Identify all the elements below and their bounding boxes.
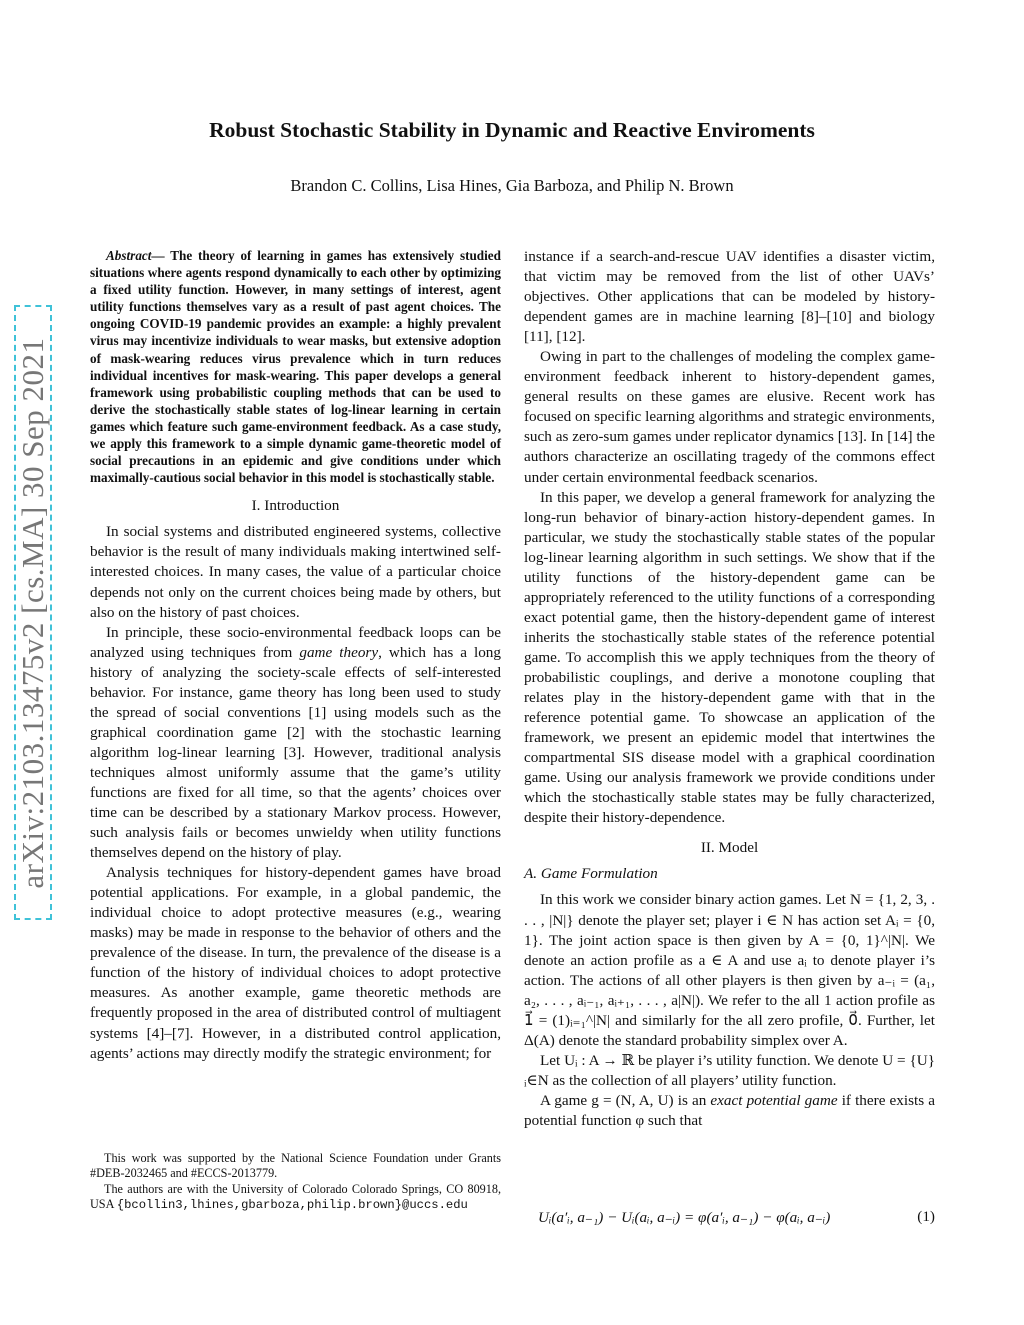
model-paragraph-2: Let Uᵢ : A → ℝ be player i’s utility function. We denote U = {U}ᵢ∈N as the collection of all players’ utility function. [524,1051,935,1089]
abstract-label: Abstract [106,248,152,263]
model-paragraph-3: A game g = (N, A, U) is an exact potential game if there exists a potential function φ such that [524,1091,935,1129]
model-paragraph-1: In this work we consider binary action games. Let N = {1, 2, 3, . . . , |N|} denote the player set; player i ∈ N has action set Aᵢ = {0, 1}. The joint action space is then given by A = {0, 1}^|N|. We denote an action profile as a ∈ A and use aᵢ to denote player i’s action. The actions of all other players is then given by a₋ᵢ = (a₁, a₂, . . . , aᵢ₋₁, aᵢ₊₁, . . . , a|N|). We refer to the all 1 action profile as 1⃗ = (1)ᵢ₌₁^|N| and similarly for the all zero profile, 0⃗. Further, let Δ(A) denote the standard probability simplex over A. [524,891,935,1049]
footnote-affiliation: The authors are with the University of Colorado Colorado Springs, CO 80918, USA {bcollin3,lhines,gbarboza,philip.brown}@uccs.edu [90,1181,501,1212]
equation-body: Uᵢ(a′ᵢ, a₋₁) − Uᵢ(aᵢ, a₋ᵢ) = φ(a′ᵢ, a₋₁) − φ(aᵢ, a₋ᵢ) [538,1209,831,1226]
intro-paragraph-2: In principle, these socio-environmental feedback loops can be analyzed using techniques from game theory, which has a long history of analyzing the society-scale effects of self-interested behavior. For instance, game theory has long been used to study the spread of social conventions [1] using models such as the graphical coordination game [2] with the stochastic learning algorithm log-linear learning [3]. However, traditional analysis techniques almost uniformly assume that the game’s utility functions are fixed for all time, so that the agents’ choices over time can be described by a stationary Markov process. However, such analysis fails or becomes unwieldy when utility functions themselves depend on the history of play. [90,623,501,862]
intro-paragraph-6: In this paper, we develop a general framework for analyzing the long-run behavior of binary-action history-dependent games. In particular, we study the stochastically stable states of the popular log-linear learning algorithm in such settings. We show that if the utility functions of the history-dependent game can be appropriately referenced to the utility functions of a corresponding exact potential game, then the history-dependent game of interest inherits the stochastically stable states of the reference potential game. To accomplish this we apply techniques from the theory of probabilistic couplings, and derive a monotone coupling that relates play in the history-dependent game with that in the reference potential game. To showcase an application of the framework, we present an epidemic model that intertwines the compartmental SIS disease model with a graphical coordination game. Using our analysis framework we provide conditions under which the stochastically stable states may be fully characterized, despite their history-dependence. [524,488,935,827]
arxiv-sidebar [14,305,52,920]
abstract: Abstract— The theory of learning in games has extensively studied situations where agents respond dynamically to each other by optimizing a fixed utility function. However, in many settings of interest, agent utility functions themselves vary as a result of past agent choices. The ongoing COVID-19 pandemic provides an example: a highly prevalent virus may incentivize individuals to wear masks, but extensive adoption of mask-wearing reduces virus prevalence which in turn reduces individual incentives for mask-wearing. This paper develops a general framework using probabilistic coupling methods that can be used to derive the stochastically stable states of log-linear learning in certain games which feature such game-environment feedback. As a case study, we apply this framework to a simple dynamic game-theoretic model of social precautions in an epidemic and give conditions under which maximally-cautious social behavior in this model is stochastically stable. [90,248,501,486]
exact-potential-game-term: exact potential game [710,1091,838,1109]
equation-number: (1) [917,1208,935,1225]
section-heading-introduction: I. Introduction [251,497,340,515]
game-theory-term: game theory [299,643,379,661]
intro-paragraph-4: instance if a search-and-rescue UAV identifies a disaster victim, that victim may be removed from the list of other UAVs’ objectives. Other applications that can be modeled by history-dependent games are in machine learning [8]–[10] and biology [11], [12]. [524,248,935,346]
footnotes [90,1151,501,1213]
subsection-heading-game-formulation: A. Game Formulation [524,865,658,883]
author-emails: {bcollin3,lhines,gbarboza,philip.brown}@uccs.edu [116,1197,468,1212]
paper-authors: Brandon C. Collins, Lisa Hines, Gia Barboza, and Philip N. Brown [290,176,734,195]
arxiv-identifier: arXiv:2103.13475v2 [cs.MA] 30 Sep 2021 [15,336,50,889]
left-column [90,247,501,1064]
abstract-text: The theory of learning in games has extensively studied situations where agents respond dynamically to each other by optimizing a fixed utility function. However, in many settings of interest, agent utility functions themselves vary as a result of past agent choices. The ongoing COVID-19 pandemic provides an example: a highly prevalent virus may incentivize individuals to wear masks, but extensive adoption of mask-wearing reduces virus prevalence which in turn reduces individual incentives for mask-wearing. This paper develops a general framework using probabilistic coupling methods that can be used to derive the stochastically stable states of log-linear learning in certain games which feature such game-environment feedback. As a case study, we apply this framework to a simple dynamic game-theoretic model of social precautions in an epidemic and give conditions under which maximally-cautious social behavior in this model is stochastically stable. [90,248,501,486]
footnote-funding: This work was supported by the National Science Foundation under Grants #DEB-2032465 and #ECCS-2013779. [90,1151,501,1181]
right-column [524,247,935,1131]
intro-paragraph-3: Analysis techniques for history-dependent games have broad potential applications. For example, in a global pandemic, the individual choice to adopt protective measures (e.g., wearing masks) may be made in response to the behavior of others and the prevalence of the disease. In turn, the prevalence of the disease is a function of the history of individual choices to adopt protective measures. As another example, game theoretic methods are frequently proposed in the area of distributed control of multiagent systems [4]–[7]. However, in a distributed control application, agents’ actions may directly modify the strategic environment; for [90,864,501,1062]
paper-title: Robust Stochastic Stability in Dynamic and Reactive Enviroments [209,118,815,142]
intro-paragraph-1: In social systems and distributed engineered systems, collective behavior is the result of many individuals making intertwined self-interested choices. In many cases, the value of a particular choice depends not only on the current choices being made by others, but also on the history of past choices. [90,523,501,621]
section-heading-model: II. Model [700,839,759,857]
intro-paragraph-5: Owing in part to the challenges of modeling the complex game-environment feedback inherent to history-dependent games, general results on these games are elusive. Recent work has focused on specific learning algorithms and strategic environments, such as zero-sum games under replicator dynamics [13]. In [14] the authors characterize an oscillating tragedy of the commons effect under certain environmental feedback scenarios. [524,348,935,486]
